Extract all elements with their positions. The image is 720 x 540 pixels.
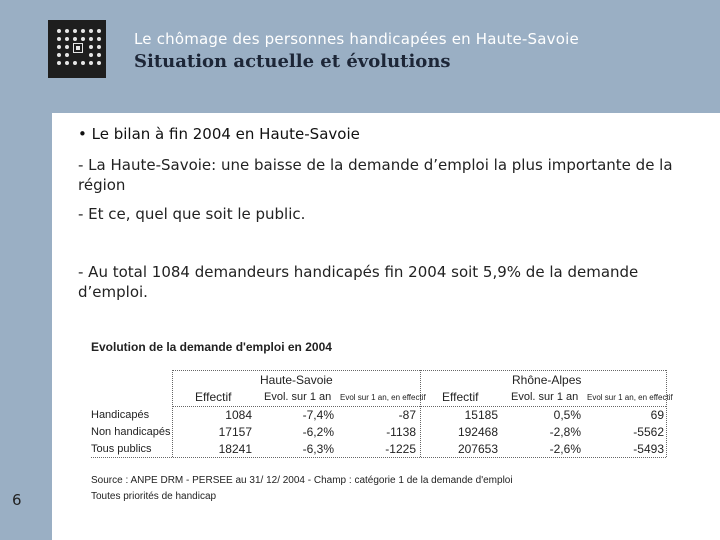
row-label: Tous publics bbox=[91, 443, 152, 455]
logo-icon bbox=[48, 20, 106, 78]
table-divider bbox=[666, 370, 667, 457]
logo-dot bbox=[57, 45, 61, 49]
bullet-item bbox=[78, 125, 360, 143]
table-cell: 15185 bbox=[464, 408, 498, 422]
table-cell: -6,3% bbox=[302, 442, 334, 456]
group-header-rhone-alpes: Rhône-Alpes bbox=[512, 373, 582, 387]
logo-dot bbox=[97, 53, 101, 57]
logo-dot bbox=[65, 29, 69, 33]
bullet-text: Le bilan à fin 2004 en Haute-Savoie bbox=[91, 125, 360, 143]
logo-dot bbox=[57, 29, 61, 33]
logo-dot bbox=[73, 37, 77, 41]
col-header-evol: Evol. sur 1 an bbox=[264, 391, 332, 403]
table-rule bbox=[172, 406, 666, 407]
text-line-2: - Et ce, quel que soit le public. bbox=[78, 205, 306, 223]
table-cell: 207653 bbox=[457, 442, 498, 456]
logo-dot bbox=[65, 45, 69, 49]
table-cell: -87 bbox=[398, 408, 416, 422]
logo-dot bbox=[97, 29, 101, 33]
table-cell: -6,2% bbox=[302, 425, 334, 439]
logo-dot bbox=[97, 61, 101, 65]
table-cell: 192468 bbox=[457, 425, 498, 439]
page-number: 6 bbox=[12, 491, 22, 509]
logo-center bbox=[73, 43, 83, 53]
table-cell: -5562 bbox=[633, 425, 664, 439]
table-cell: -1225 bbox=[385, 442, 416, 456]
row-label: Non handicapés bbox=[91, 426, 171, 438]
logo-dot bbox=[73, 29, 77, 33]
table-divider bbox=[420, 370, 421, 457]
table-title: Evolution de la demande d'emploi en 2004 bbox=[91, 340, 332, 354]
table-divider bbox=[172, 370, 173, 457]
page-title: Situation actuelle et évolutions bbox=[134, 51, 451, 72]
logo-dot bbox=[73, 61, 77, 65]
table-cell: -1138 bbox=[386, 425, 416, 439]
col-header-evol-effectif: Evol sur 1 an, en effectif bbox=[587, 393, 673, 402]
logo-dot bbox=[89, 53, 93, 57]
header-subtitle: Le chômage des personnes handicapées en Haute-Savoie bbox=[134, 30, 579, 48]
table-rule bbox=[91, 457, 666, 458]
table-cell: -2,8% bbox=[549, 425, 581, 439]
text-line-1: - La Haute-Savoie: une baisse de la demande d’emploi la plus importante de la région bbox=[78, 156, 673, 194]
table-cell: -7,4% bbox=[302, 408, 334, 422]
table-cell: 1084 bbox=[225, 408, 252, 422]
logo-dot bbox=[97, 45, 101, 49]
group-header-haute-savoie: Haute-Savoie bbox=[260, 373, 333, 387]
table-cell: -2,6% bbox=[549, 442, 581, 456]
logo-dot bbox=[89, 37, 93, 41]
col-header-effectif: Effectif bbox=[442, 390, 479, 404]
logo-dot bbox=[97, 37, 101, 41]
table-cell: -5493 bbox=[633, 442, 664, 456]
table-cell: 17157 bbox=[218, 425, 252, 439]
col-header-evol: Evol. sur 1 an bbox=[511, 391, 579, 403]
col-header-effectif: Effectif bbox=[195, 390, 232, 404]
logo-dot bbox=[89, 45, 93, 49]
logo-dot bbox=[57, 37, 61, 41]
logo-dot bbox=[65, 37, 69, 41]
logo-dot bbox=[89, 61, 93, 65]
bullet-icon: • bbox=[78, 125, 87, 143]
table-note: Toutes priorités de handicap bbox=[91, 491, 217, 502]
logo-dot bbox=[65, 53, 69, 57]
col-header-evol-effectif: Evol sur 1 an, en effectif bbox=[340, 393, 426, 402]
logo-dot bbox=[65, 61, 69, 65]
logo-dot bbox=[57, 53, 61, 57]
logo-dot bbox=[57, 61, 61, 65]
table-cell: 69 bbox=[650, 408, 664, 422]
table-rule bbox=[172, 370, 666, 371]
logo-dot bbox=[81, 61, 85, 65]
text-line-3: - Au total 1084 demandeurs handicapés fin 2004 soit 5,9% de la demande d’emploi. bbox=[78, 263, 639, 301]
table-source: Source : ANPE DRM - PERSEE au 31/ 12/ 2004 - Champ : catégorie 1 de la demande d'emploi bbox=[91, 475, 513, 486]
logo-dot bbox=[89, 29, 93, 33]
table-cell: 0,5% bbox=[553, 408, 581, 422]
logo-dot bbox=[81, 29, 85, 33]
row-label: Handicapés bbox=[91, 409, 150, 421]
table-cell: 18241 bbox=[218, 442, 252, 456]
logo-dot bbox=[81, 37, 85, 41]
